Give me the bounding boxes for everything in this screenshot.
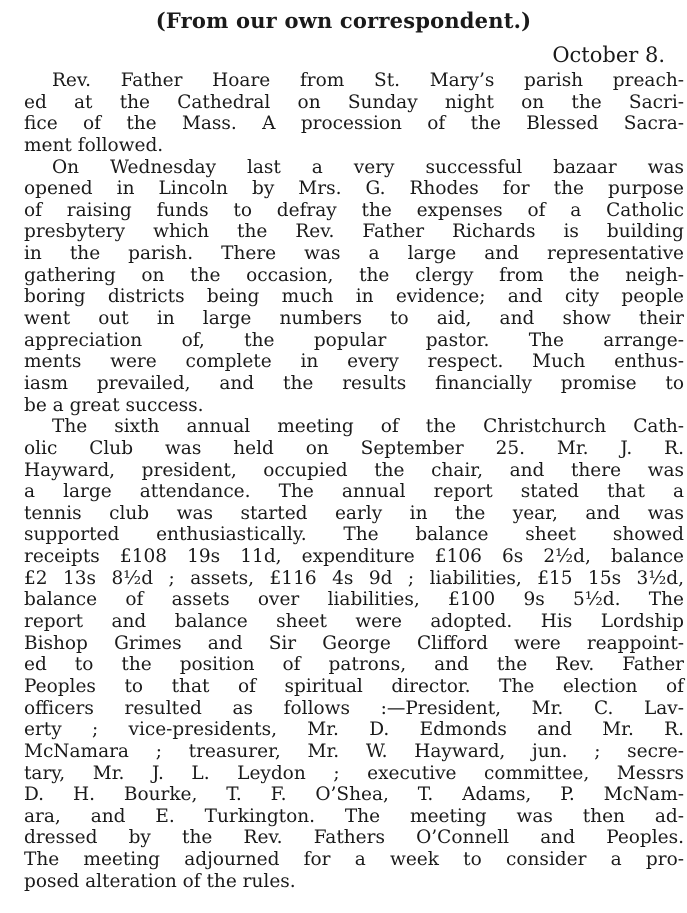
text-line: tennis club was started early in the year, and was (24, 502, 684, 524)
text-line: Rev. Father Hoare from St. Mary’s parish preach- (52, 70, 684, 91)
text-line: olic Club was held on September 25. Mr. J. R. (24, 437, 684, 459)
text-line: in the parish. There was a large and representative (24, 243, 684, 265)
text-line: appreciation of, the popular pastor. The arrange- (24, 329, 684, 351)
text-line: ments were complete in every respect. Much enthus- (24, 351, 684, 373)
text-line: opened in Lincoln by Mrs. G. Rhodes for the purpose (24, 178, 684, 200)
text-line: Bishop Grimes and Sir George Clifford were reappoint- (24, 632, 684, 654)
text-line: ed at the Cathedral on Sunday night on the Sacri- (24, 91, 684, 113)
text-line: presbytery which the Rev. Father Richards is building (24, 221, 684, 243)
text-line: gathering on the occasion, the clergy from the neigh- (24, 264, 684, 286)
text-line: erty ; vice-presidents, Mr. D. Edmonds and Mr. R. (24, 719, 684, 741)
text-line: receipts £108 19s 11d, expenditure £106 6s 2½d, balance (24, 546, 684, 568)
text-line: On Wednesday last a very successful bazaar was (52, 156, 684, 178)
text-line: boring districts being much in evidence; and city people (24, 286, 684, 308)
text-line: dressed by the Rev. Fathers O’Connell and Peoples. (24, 827, 684, 849)
text-line: posed alteration of the rules. (24, 870, 296, 892)
text-line: ed to the position of patrons, and the Rev. Father (24, 654, 684, 676)
text-line: report and balance sheet were adopted. His Lordship (24, 611, 684, 633)
correspondent-heading: (From our own correspondent.) (155, 8, 532, 33)
text-line: Peoples to that of spiritual director. The election of (24, 675, 684, 697)
text-line: of raising funds to defray the expenses of a Catholic (24, 199, 684, 221)
text-line: The meeting adjourned for a week to consider a pro- (24, 849, 684, 871)
text-line: iasm prevailed, and the results financially promise to (24, 372, 684, 394)
text-line: £2 13s 8½d ; assets, £116 4s 9d ; liabilities, £15 15s 3½d, (24, 567, 684, 589)
text-line: went out in large numbers to aid, and show their (24, 308, 684, 330)
text-line: officers resulted as follows :—President, Mr. C. Lav- (24, 697, 684, 719)
text-line: be a great success. (24, 394, 204, 416)
text-line: The sixth annual meeting of the Christchurch Cath- (52, 416, 684, 438)
text-line: Hayward, president, occupied the chair, and there was (24, 459, 684, 481)
article-date: October 8. (552, 43, 665, 67)
text-line: ara, and E. Turkington. The meeting was then ad- (24, 805, 684, 827)
text-line: fice of the Mass. A procession of the Blessed Sacra- (24, 113, 684, 135)
text-line: D. H. Bourke, T. F. O’Shea, T. Adams, P. McNam- (24, 784, 684, 806)
text-line: tary, Mr. J. L. Leydon ; executive committee, Messrs (24, 762, 684, 784)
text-line: a large attendance. The annual report stated that a (24, 481, 684, 503)
text-line: balance of assets over liabilities, £100 9s 5½d. The (24, 589, 684, 611)
text-line: McNamara ; treasurer, Mr. W. Hayward, jun. ; secre- (24, 740, 684, 762)
text-line: ment followed. (24, 134, 164, 156)
text-line: supported enthusiastically. The balance sheet showed (24, 524, 684, 546)
article-body (24, 70, 684, 892)
